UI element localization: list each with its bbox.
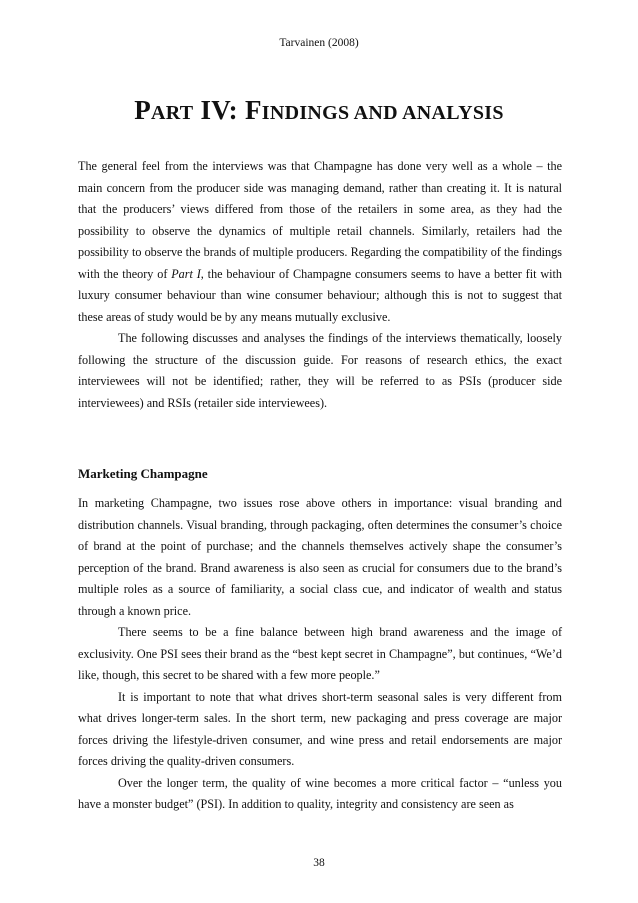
section-paragraph-1: In marketing Champagne, two issues rose above others in importance: visual branding and distribution channels. Visual branding, through packaging, often determines the consumer’s choice of brand at the point of purchase; and the channels themselves actively shape the consumer’s perception of the brand. Brand awareness is also seen as crucial for consumers due to the brand’s multiple roles as a source of familiarity, a social class cue, and indicator of wealth and status through a known price.	[78, 496, 562, 618]
section-heading: Marketing Champagne	[78, 466, 208, 481]
intro-text	[78, 156, 562, 414]
intro-p1-text-b: , the behaviour of Champagne consumers seems to have a better fit with luxury consumer behaviour than wine consumer behaviour; although this is not to suggest that these areas of study would be by any means mutually exclusive.	[78, 266, 562, 324]
page-number: 38	[313, 857, 325, 869]
intro-p1-text-a: The general feel from the interviews was that Champagne has done very well as a whole – the main concern from the producer side was managing demand, rather than creating it. It is natural that the producers’ views differed from those of the retailers in some area, as they had the possibility to observe the dynamics of multiple retail channels. Similarly, retailers had the possibility to observe the brands of multiple producers. Regarding the compatibility of the findings with the theory of	[78, 159, 562, 281]
section-paragraph-2: There seems to be a fine balance between high brand awareness and the image of exclusivity. One PSI sees their brand as the “best kept secret in Champagne”, but continues, “We’d like, though, this secret to be shared with a few more people.”	[78, 625, 562, 682]
section-paragraph-3: It is important to note that what drives short-term seasonal sales is very different from what drives longer-term sales. In the short term, new packaging and press coverage are major forces driving the lifestyle-driven consumer, and wine press and retail endorsements are major forces driving the quality-driven consumers.	[78, 689, 562, 768]
intro-paragraph-1	[78, 156, 562, 328]
section-text	[78, 493, 562, 816]
intro-paragraph-2: The following discusses and analyses the findings of the interviews thematically, loosely following the structure of the discussion guide. For reasons of research ethics, the exact interviewees will not be identified; rather, they will be referred to as PSIs (producer side interviewees) and RSIs (retailer side interviewees).	[78, 331, 562, 410]
running-header: Tarvainen (2008)	[279, 37, 359, 49]
part-title	[0, 95, 638, 126]
title-small-caps-art: ART	[151, 102, 194, 124]
title-small-caps-findings: INDINGS AND ANALYSIS	[261, 102, 504, 124]
section-paragraph-4: Over the longer term, the quality of wine becomes a more critical factor – “unless you have a monster budget” (PSI). In addition to quality, integrity and consistency are seen as	[78, 775, 562, 811]
title-initial-f: F	[244, 95, 262, 125]
intro-p1-italic: Part I	[171, 266, 201, 281]
title-roman-numeral: IV:	[193, 95, 245, 125]
title-initial-p: P	[134, 95, 151, 125]
